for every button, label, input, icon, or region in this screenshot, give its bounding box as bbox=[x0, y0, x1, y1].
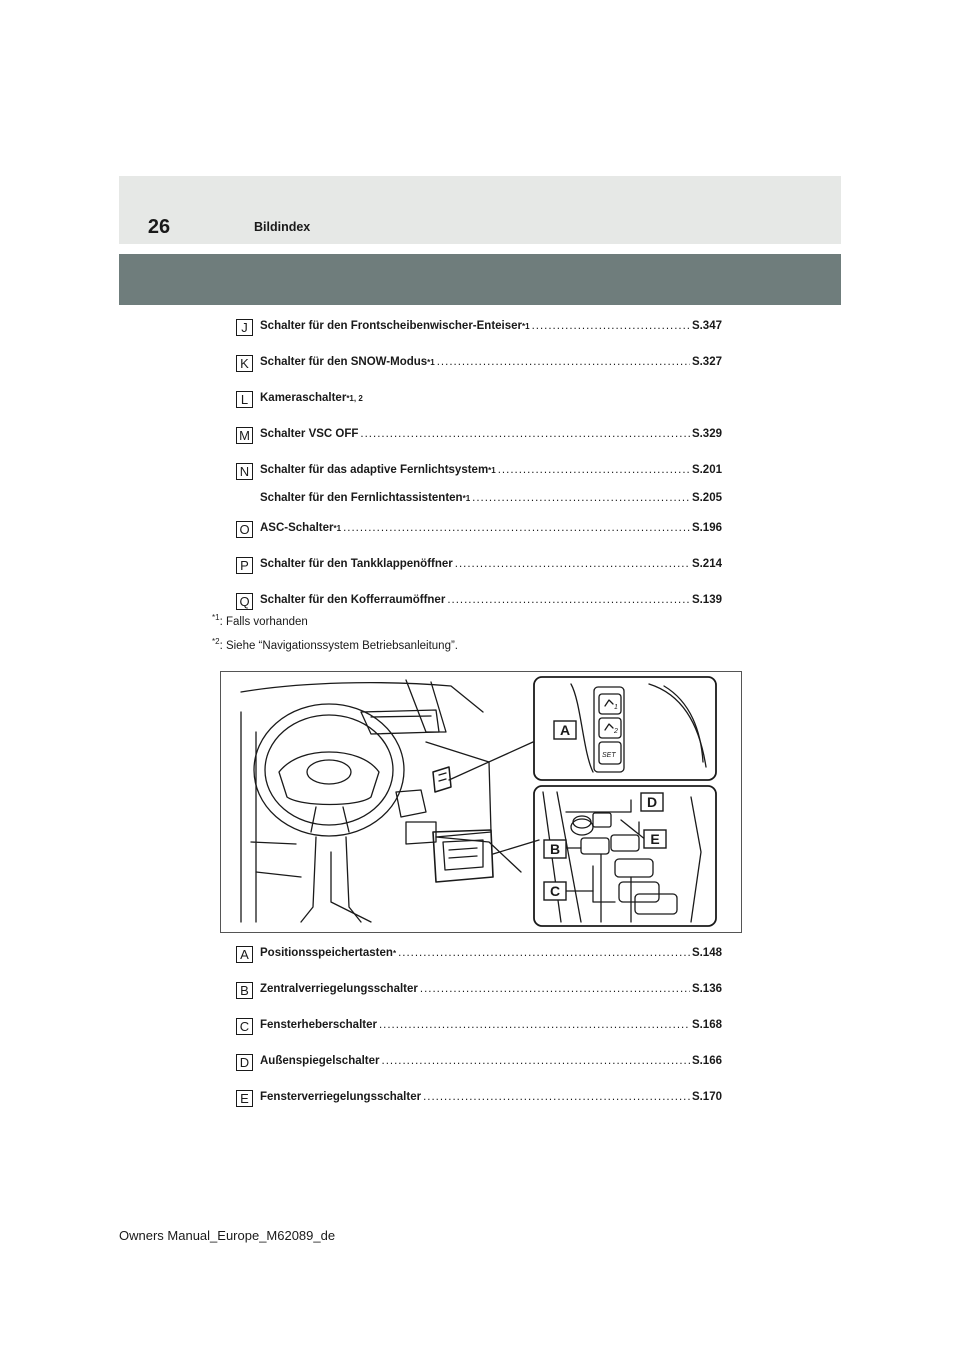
entry-label: Schalter für den Fernlichtassistenten bbox=[260, 492, 463, 504]
index-entry-e bbox=[236, 1091, 722, 1109]
entry-badge: C bbox=[236, 1018, 253, 1035]
index-entry-b bbox=[236, 983, 722, 1001]
page-reference[interactable]: S.196 bbox=[691, 522, 722, 534]
entry-badge: D bbox=[236, 1054, 253, 1071]
entry-label: ASC-Schalter bbox=[260, 522, 334, 534]
index-entry-p bbox=[236, 558, 722, 576]
leader-dots bbox=[472, 492, 690, 504]
index-entry-m bbox=[236, 428, 722, 446]
entry-label: Zentralverriegelungsschalter bbox=[260, 983, 418, 995]
leader-dots bbox=[532, 320, 690, 332]
entry-label: Schalter für den Tankklappenöffner bbox=[260, 558, 453, 570]
callout-d: D bbox=[646, 794, 658, 810]
entry-label: Kameraschalter bbox=[260, 392, 347, 404]
leader-dots bbox=[455, 558, 690, 570]
leader-dots bbox=[437, 356, 690, 368]
entry-badge: P bbox=[236, 557, 253, 574]
entry-badge: B bbox=[236, 982, 253, 999]
entry-label: Fensterverriegelungsschalter bbox=[260, 1091, 422, 1103]
index-entry-c bbox=[236, 1019, 722, 1037]
leader-dots bbox=[382, 1055, 690, 1067]
index-entry-d bbox=[236, 1055, 722, 1073]
index-entry-a: A Positionsspeichertasten * ..... S.148 bbox=[236, 947, 722, 965]
page-header bbox=[119, 176, 841, 244]
leader-dots bbox=[423, 1091, 690, 1103]
index-entry-n: N Schalter für das adaptive Fernlichtsystem *1 ..... S.201 bbox=[236, 464, 722, 482]
entry-badge: N bbox=[236, 463, 253, 480]
page-reference[interactable]: S.214 bbox=[691, 558, 722, 570]
index-entry-q bbox=[236, 594, 722, 612]
footnote-mark: *2 bbox=[212, 637, 220, 646]
page-reference[interactable]: S.201 bbox=[691, 464, 722, 476]
entry-label: Außenspiegelschalter bbox=[260, 1055, 380, 1067]
leader-dots bbox=[420, 983, 690, 995]
footnote-text: : Siehe “Navigationssystem Betriebsanleitung”. bbox=[219, 640, 458, 652]
index-entry-j: J Schalter für den Frontscheibenwischer-Enteiser *1 ..... S.347 bbox=[236, 320, 722, 338]
leader-dots bbox=[379, 1019, 690, 1031]
leader-dots bbox=[498, 464, 690, 476]
leader-dots bbox=[343, 522, 690, 534]
leader-dots bbox=[360, 428, 690, 440]
page-reference[interactable]: S.168 bbox=[691, 1019, 722, 1031]
index-entry-l: L Kameraschalter *1, 2 bbox=[236, 392, 722, 410]
entry-badge: K bbox=[236, 355, 253, 372]
entry-label: Fensterheberschalter bbox=[260, 1019, 377, 1031]
page-reference[interactable]: S.170 bbox=[691, 1091, 722, 1103]
entry-badge: M bbox=[236, 427, 253, 444]
entry-badge: L bbox=[236, 391, 253, 408]
callout-b: B bbox=[549, 841, 561, 857]
callout-a: A bbox=[559, 722, 571, 738]
entry-label: Schalter für den SNOW-Modus bbox=[260, 356, 428, 368]
page-reference[interactable]: S.148 bbox=[691, 947, 722, 959]
entry-label: Schalter für den Kofferraumöffner bbox=[260, 594, 446, 606]
leader-dots bbox=[398, 947, 690, 959]
page-reference[interactable]: S.329 bbox=[691, 428, 722, 440]
page-number: 26 bbox=[147, 216, 171, 238]
header-band bbox=[119, 254, 841, 305]
page-reference[interactable]: S.136 bbox=[691, 983, 722, 995]
entry-badge: J bbox=[236, 319, 253, 336]
leader-dots bbox=[447, 594, 690, 606]
footnote-mark: *1 bbox=[212, 613, 220, 622]
footnote-2 bbox=[212, 637, 458, 652]
index-entry-o: O ASC-Schalter *1 ..... S.196 bbox=[236, 522, 722, 540]
footnote-text: : Falls vorhanden bbox=[219, 616, 308, 628]
callout-c: C bbox=[549, 883, 561, 899]
entry-label: Schalter für das adaptive Fernlichtsystem bbox=[260, 464, 489, 476]
index-entry-n-sub: Schalter für den Fernlichtassistenten *1 ..... S.205 bbox=[236, 492, 722, 510]
entry-badge: Q bbox=[236, 593, 253, 610]
document-footer: Owners Manual_Europe_M62089_de bbox=[119, 1228, 336, 1243]
footnote-1 bbox=[212, 613, 308, 628]
memory-button-1-label: 1 bbox=[614, 704, 618, 711]
section-title: Bildindex bbox=[254, 220, 311, 234]
illustration-drawing bbox=[221, 672, 741, 932]
entry-badge: E bbox=[236, 1090, 253, 1107]
page-reference[interactable]: S.327 bbox=[691, 356, 722, 368]
page-reference[interactable]: S.205 bbox=[691, 492, 722, 504]
index-entry-k: K Schalter für den SNOW-Modus *1 ..... S.327 bbox=[236, 356, 722, 374]
entry-label: Positionsspeichertasten bbox=[260, 947, 393, 959]
entry-label: Schalter VSC OFF bbox=[260, 428, 359, 440]
callout-e: E bbox=[650, 831, 660, 847]
entry-label: Schalter für den Frontscheibenwischer-Enteiser bbox=[260, 320, 523, 332]
entry-badge: A bbox=[236, 946, 253, 963]
memory-button-2-label: 2 bbox=[614, 728, 618, 735]
page-reference[interactable]: S.347 bbox=[691, 320, 722, 332]
page-reference[interactable]: S.139 bbox=[691, 594, 722, 606]
memory-set-button-label: SET bbox=[602, 752, 616, 759]
dashboard-illustration bbox=[220, 671, 742, 933]
page-reference[interactable]: S.166 bbox=[691, 1055, 722, 1067]
entry-badge: O bbox=[236, 521, 253, 538]
